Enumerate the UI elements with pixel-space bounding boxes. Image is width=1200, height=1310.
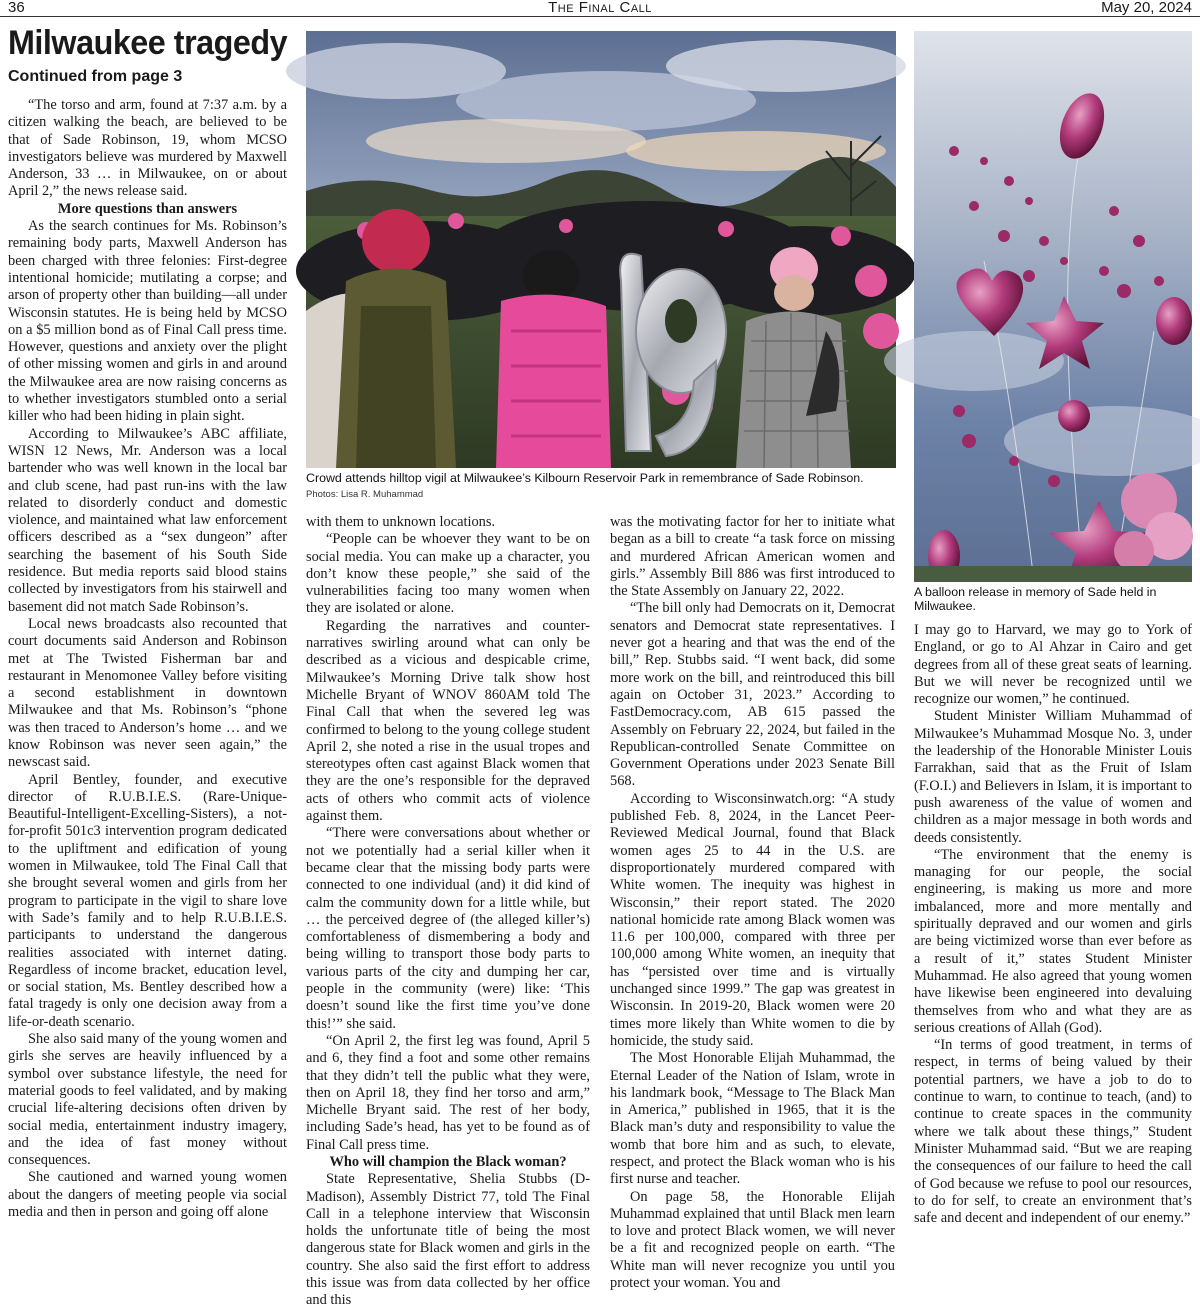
paragraph: State Representative, Shelia Stubbs (D- Madison), Assembly District 77, told The Final Call in a telephone interview that Wisconsin holds the unfortunate title of being the most dangerous state for Black women and girls in the country. She also said the first effort to address this issue was from data collected by her office and this: [306, 1171, 590, 1309]
article-column-1: [8, 97, 287, 1293]
article-headline: Milwaukee tragedy: [8, 24, 288, 62]
paragraph: “On April 2, the first leg was found, April 5 and 6, they find a foot and some other remains that they didn’t tell the public what they were, then on April 18, they find her torso and arm,” Michelle Bryant said. The rest of her body, including Sade’s head, has yet to be found as of Final Call press time.: [306, 1032, 590, 1153]
main-photo-caption: Crowd attends hilltop vigil at Milwaukee’s Kilbourn Reservoir Park in remembrance of Sade Robinson.: [306, 471, 864, 485]
paragraph: According to Milwaukee’s ABC affiliate, WISN 12 News, Mr. Anderson was a local bartender who was well known in the local bar and club scene, had past run-ins with the law related to disorderly conduct and domestic violence, and maintained what law enforcement officers described as a “sex dungeon” after searching the basement of his South Side residence. But media reports said blood stains collected by investigators from his stairwell and basement did not match Sade Robinson’s.: [8, 425, 287, 615]
paragraph: “The environment that the enemy is managing for our people, the social engineering, is making us more and more imbalanced, more and more mentally and spiritually depraved and our women and girls are being victimized worse than ever before as a result of it,” states Student Minister Muhammad. He also agreed that young women have likewise been engineered into devaluing themselves from who and what they are as serious creations of Allah (God).: [914, 846, 1192, 1036]
paragraph: “People can be whoever they want to be on social media. You can make up a character, you don’t know these people,” she said of the vulnerabilities facing too many women when they are isolated or alone.: [306, 531, 590, 617]
article-column-3: [610, 514, 895, 1293]
paragraph: According to Wisconsinwatch.org: “A study published Feb. 8, 2024, in the Lancet Peer-Reviewed Medical Journal, found that Black women ages 25 to 44 in the U.S. are disproportionately murdered compared with White women. The inequity was highest in Wisconsin,” their report stated. The 2020 national homicide rate among Black women was 11.6 per 100,000, compared with three per 100,000 among White women, an inequity that has “persisted over time and is virtually unchanged since 1999.” The gap was greatest in Wisconsin. In 2019-20, Black women were 20 times more likely than White women to die by homicide, the study said.: [610, 790, 895, 1049]
paragraph: I may go to Harvard, we may go to York of England, or go to Al Ahzar in Cairo and get degrees from all of these great seats of learning. But we will never be recognized until we recognize our women,” he continued.: [914, 622, 1192, 708]
paragraph: April Bentley, founder, and executive director of R.U.B.I.E.S. (Rare-Unique-Beautiful-Intelligent-Excelling-Sisters), a not-for-profit 501c3 intervention program dedicated to the upliftment and edification of young women in Milwaukee, told The Final Call that she brought several women and girls from her program to participate in the vigil to share love with Sade’s family and to help R.U.B.I.E.S. participants to understand the dangerous realities associated with internet dating. Regardless of income bracket, education level, or social station, Ms. Bentley described how a fatal tragedy is only one decision away from a life-or-death scenario.: [8, 771, 287, 1030]
paragraph: Local news broadcasts also recounted that court documents said Anderson and Robinson met at The Twisted Fisherman bar and restaurant in Menomonee Valley before visiting a second establishment in downtown Milwaukee and that Ms. Robinson’s “phone was then traced to Anderson’s home … and we know Robinson was never seen again,” the newscast said.: [8, 615, 287, 771]
paragraph: “There were conversations about whether or not we potentially had a serial killer when it became clear that the missing body parts were connected to one individual (and) it did kind of calm the community down for a little while, but … the perceived degree of (the alleged killer’s) comfortableness of dismembering a body and being willing to transport those body parts to various parts of the city and dumping her car, people in the community (were) like: ‘This doesn’t sound like the first time you’ve done this!’” she said.: [306, 825, 590, 1032]
article-column-4: [914, 622, 1192, 1293]
paragraph: On page 58, the Honorable Elijah Muhammad explained that until Black men learn to love and protect Black women, we will never be a fit and recognized people on earth. “The White man will never recognize you until you protect your woman. You and: [610, 1188, 895, 1292]
article-column-2: [306, 514, 590, 1309]
paragraph: The Most Honorable Elijah Muhammad, the Eternal Leader of the Nation of Islam, wrote in his landmark book, “Message to The Black Man in America,” published in 1965, that it is the Black man’s duty and responsibility to value the womb that bore him and as such, to elevate, respect, and protect the Black woman who is his first nurse and teacher.: [610, 1050, 895, 1188]
photo-credit: Photos: Lisa R. Muhammad: [306, 489, 424, 500]
page-number: 36: [8, 0, 25, 16]
balloon-release-photo: [914, 31, 1192, 582]
balloon-photo-illustration: [914, 31, 1192, 582]
paragraph: was the motivating factor for her to initiate what began as a bill to create “a task force on missing and murdered African American women and girls.” Assembly Bill 886 was first introduced to the State Assembly on January 22, 2022.: [610, 514, 895, 600]
paragraph: Student Minister William Muhammad of Milwaukee’s Muhammad Mosque No. 3, under the leadership of the Honorable Minister Louis Farrakhan, said that as the Fruit of Islam (F.O.I.) and Believers in Islam, it is important to push awareness of the value of women and children as a major message in both words and deeds consistently.: [914, 708, 1192, 846]
publication-name: The Final Call: [548, 0, 652, 16]
paragraph: She cautioned and warned young women about the dangers of meeting people via social media and then in person and going off alone: [8, 1169, 287, 1220]
paragraph: with them to unknown locations.: [306, 514, 496, 530]
side-photo-caption: A balloon release in memory of Sade held in Milwaukee.: [914, 585, 1157, 613]
section-subhead: More questions than answers: [57, 200, 238, 217]
paragraph: “The torso and arm, found at 7:37 a.m. by a citizen walking the beach, are believed to be that of Sade Robinson, 19, whom MCSO investigators believe was murdered by Maxwell Anderson, 33 … in Milwaukee, on or about April 2,” the news release said.: [8, 97, 287, 200]
paragraph: “In terms of good treatment, in terms of respect, in terms of being valued by their potential partners, we have a job to do to continue to warn, to continue to teach, (and) to continue to create spaces in the community where we talk about these things,” Student Minister Muhammad said. “But we are reaping the consequences of our failure to heed the call of God because we refuse to pool our resources, to do for self, to create an environment that’s safe and decent and independent of our enemy.”: [914, 1037, 1192, 1227]
section-subhead: Who will champion the Black woman?: [329, 1153, 567, 1170]
paragraph: She also said many of the young women and girls she serves are heavily influenced by a symbol over substance lifestyle, the need for material goods to feel validated, and by making crucial life-altering decisions often driven by social media, entertainment industry imagery, and the idea of fast money without consequences.: [8, 1031, 287, 1169]
vigil-crowd-photo: [306, 31, 896, 468]
running-header: [0, 0, 1200, 17]
continued-from-label: Continued from page 3: [8, 68, 183, 85]
paragraph: Regarding the narratives and counter-narratives swirling around what can only be described as a vicious and despicable crime, Milwaukee’s Morning Drive talk show host Michelle Bryant of WNOV 860AM told The Final Call that when the severed leg was confirmed to belong to the young college student April 2, she noted a rise in the usual tropes and stereotypes often cast against Black women that they are the one’s responsible for the depraved acts of others who commit acts of violence against them.: [306, 617, 590, 825]
vigil-photo-illustration: [306, 31, 896, 468]
issue-date: May 20, 2024: [1101, 0, 1192, 16]
paragraph: “The bill only had Democrats on it, Democrat senators and Democrat state representatives. I never got a hearing and that was the end of the bill,” Rep. Stubbs said. “I went back, did some more work on the bill, and reintroduced this bill again on October 31, 2023.” According to FastDemocracy.com, AB 615 passed the Assembly on February 22, 2024, but failed in the Republican-controlled Senate Committee on Government Operations under 2023 Senate Bill 568.: [610, 600, 895, 790]
paragraph: As the search continues for Ms. Robinson’s remaining body parts, Maxwell Anderson has been charged with three felonies: First-degree intentional homicide; mutilating a corpse; and arson of property other than building—all under Wisconsin statutes. He is being held by MCSO on a $5 million bond as of Final Call press time. However, questions and anxiety over the plight of other missing women and girls in and around the Milwaukee area are now raising concerns as to whether investigators stumbled onto a serial killer who had been hiding in plain sight.: [8, 218, 287, 425]
